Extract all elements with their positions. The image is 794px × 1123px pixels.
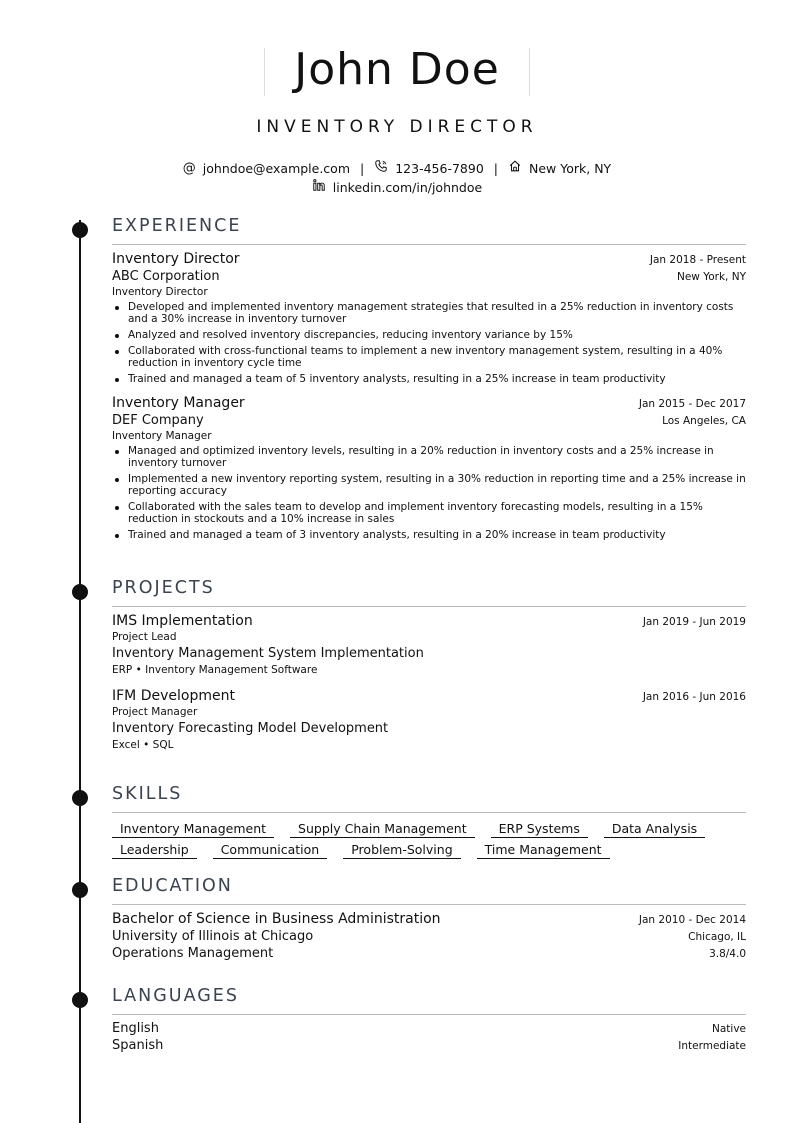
contact-separator: | (360, 161, 365, 176)
skill-chip: ERP Systems (491, 819, 588, 838)
timeline-dot-experience (72, 222, 88, 238)
skill-chip: Time Management (477, 840, 610, 859)
language-row (112, 1021, 746, 1036)
project-description: Inventory Management System Implementation (112, 646, 424, 661)
timeline-dot-languages (72, 992, 88, 1008)
school-name: University of Illinois at Chicago (112, 929, 314, 944)
at-icon: @ (182, 161, 196, 176)
list-item: Collaborated with the sales team to develop and implement inventory forecasting models, resulting in a 15% reduction in stockouts and a 10% increase in sales (112, 501, 746, 525)
bullet-list (112, 445, 746, 541)
experience-entry (112, 251, 746, 385)
project-tags: ERP • Inventory Management Software (112, 664, 318, 676)
field-of-study: Operations Management (112, 946, 274, 961)
list-item: Trained and managed a team of 3 inventory analysts, resulting in a 20% increase in team productivity (112, 529, 746, 541)
section-title: PROJECTS (112, 578, 746, 607)
project-entry (112, 688, 746, 751)
location-text: New York, NY (529, 161, 612, 176)
list-item: Managed and optimized inventory levels, resulting in a 20% reduction in inventory costs and a 25% increase in inventory turnover (112, 445, 746, 469)
email-link[interactable]: johndoe@example.com (202, 161, 351, 176)
skill-chip: Supply Chain Management (290, 819, 475, 838)
skills-list (112, 819, 746, 859)
list-item: Analyzed and resolved inventory discrepancies, reducing inventory variance by 15% (112, 329, 746, 341)
skill-chip: Communication (213, 840, 328, 859)
skills-section (112, 784, 746, 859)
project-name: IFM Development (112, 688, 235, 704)
projects-section (112, 578, 746, 761)
education-dates: Jan 2010 - Dec 2014 (638, 914, 746, 926)
timeline-dot-education (72, 882, 88, 898)
section-title: EDUCATION (112, 876, 746, 905)
contact-row-2 (0, 178, 794, 197)
skill-chip: Inventory Management (112, 819, 274, 838)
project-entry (112, 613, 746, 676)
project-role: Project Lead (112, 631, 177, 643)
list-item: Developed and implemented inventory management strategies that resulted in a 25% reduction in inventory costs and a 30% increase in inventory turnover (112, 301, 746, 325)
job-title: INVENTORY DIRECTOR (256, 117, 538, 137)
linkedin-link[interactable]: linkedin.com/in/johndoe (332, 180, 483, 195)
section-title: LANGUAGES (112, 986, 746, 1015)
job-dates: Jan 2015 - Dec 2017 (638, 398, 746, 410)
job-location: New York, NY (676, 271, 746, 283)
languages-section (112, 986, 746, 1053)
experience-entry (112, 395, 746, 541)
project-tags: Excel • SQL (112, 739, 174, 751)
section-title: SKILLS (112, 784, 746, 813)
language-level: Intermediate (678, 1040, 746, 1052)
language-name: Spanish (112, 1038, 164, 1053)
experience-section (112, 216, 746, 551)
language-row (112, 1038, 746, 1053)
job-subtitle: Inventory Manager (112, 430, 212, 442)
linkedin-icon (312, 178, 326, 197)
name-header (0, 40, 794, 100)
list-item: Trained and managed a team of 5 inventory analysts, resulting in a 25% increase in team productivity (112, 373, 746, 385)
phone-icon (374, 159, 388, 178)
job-role: Inventory Manager (112, 395, 245, 411)
language-level: Native (712, 1023, 746, 1035)
skill-chip: Leadership (112, 840, 197, 859)
contact-separator: | (493, 161, 499, 176)
bullet-list (112, 301, 746, 385)
candidate-name: John Doe (294, 44, 500, 95)
section-title: EXPERIENCE (112, 216, 746, 245)
project-name: IMS Implementation (112, 613, 253, 629)
job-dates: Jan 2018 - Present (649, 254, 746, 266)
home-icon (508, 159, 522, 178)
phone-number[interactable]: 123-456-7890 (395, 161, 484, 176)
gpa: 3.8/4.0 (709, 948, 746, 960)
list-item: Collaborated with cross-functional teams to implement a new inventory management system, resulting in a 40% reduction in inventory cycle time (112, 345, 746, 369)
degree-name: Bachelor of Science in Business Administration (112, 911, 441, 927)
name-frame (264, 40, 530, 100)
school-location: Chicago, IL (688, 931, 746, 943)
contact-row-1 (0, 159, 794, 178)
project-role: Project Manager (112, 706, 198, 718)
timeline-dot-skills (72, 790, 88, 806)
contact-info (0, 159, 794, 197)
list-item: Implemented a new inventory reporting system, resulting in a 30% reduction in reporting time and a 25% increase in reporting accuracy (112, 473, 746, 497)
project-description: Inventory Forecasting Model Development (112, 721, 389, 736)
job-role: Inventory Director (112, 251, 240, 267)
company-name: DEF Company (112, 413, 204, 428)
project-dates: Jan 2019 - Jun 2019 (642, 616, 746, 628)
timeline-dot-projects (72, 584, 88, 600)
job-location: Los Angeles, CA (662, 415, 746, 427)
skill-chip: Problem-Solving (343, 840, 460, 859)
skill-chip: Data Analysis (604, 819, 705, 838)
project-dates: Jan 2016 - Jun 2016 (642, 691, 746, 703)
company-name: ABC Corporation (112, 269, 220, 284)
timeline-line (79, 220, 81, 1123)
job-subtitle: Inventory Director (112, 286, 208, 298)
education-section (112, 876, 746, 961)
language-name: English (112, 1021, 159, 1036)
